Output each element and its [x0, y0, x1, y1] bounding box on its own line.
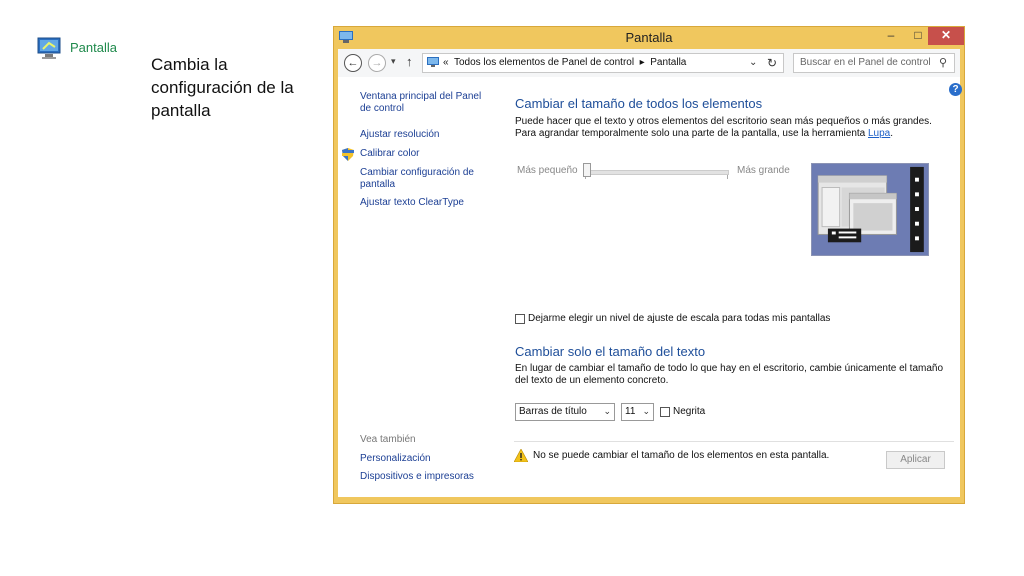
display-window	[333, 26, 965, 504]
sidebar-item-cleartype[interactable]: Ajustar texto ClearType	[360, 197, 464, 208]
search-input[interactable]	[793, 53, 955, 73]
bold-label[interactable]: Negrita	[673, 406, 706, 417]
display-label[interactable]: Pantalla	[70, 40, 117, 55]
sidebar-item-calibrate[interactable]: Calibrar color	[360, 148, 420, 159]
breadcrumb-display[interactable]: Pantalla	[650, 57, 687, 68]
section-text-title: Cambiar solo el tamaño del texto	[515, 344, 706, 359]
sidebar-item-resolution[interactable]: Ajustar resolución	[360, 129, 440, 140]
title-bar	[334, 27, 964, 49]
address-dropdown-icon[interactable]: ⌄	[749, 57, 758, 68]
warning-text: No se puede cambiar el tamaño de los elementos en esta pantalla.	[533, 450, 830, 461]
section-size-body: Puede hacer que el texto y otros elementos del escritorio sean más pequeños o más grandes. Para agrandar temporalmente solo una parte de la pantalla, use la herramienta	[515, 116, 932, 139]
forward-button[interactable]: →	[368, 54, 386, 72]
display-icon	[36, 35, 62, 61]
element-select[interactable]	[515, 403, 615, 421]
size-select-value: 11	[625, 406, 636, 417]
sidebar-item-display-settings[interactable]: Cambiar configuración de pantalla	[360, 167, 474, 190]
back-button[interactable]: ←	[344, 54, 362, 72]
section-size-text	[515, 116, 940, 140]
close-button[interactable]: ✕	[928, 27, 964, 45]
maximize-button[interactable]: □	[914, 28, 922, 42]
chevron-down-icon: ⌄	[603, 406, 611, 416]
address-bar	[338, 49, 960, 77]
search-placeholder: Buscar en el Panel de control	[800, 57, 931, 68]
slider-min-label: Más pequeño	[517, 165, 578, 176]
slider-max-label: Más grande	[737, 165, 790, 176]
section-size-period: .	[890, 128, 894, 139]
breadcrumb	[443, 57, 686, 68]
element-select-value: Barras de título	[519, 406, 587, 417]
scale-checkbox-label[interactable]: Dejarme elegir un nivel de ajuste de escala para todas mis pantallas	[528, 313, 831, 324]
chevron-down-icon: ⌄	[642, 406, 650, 416]
size-slider-track[interactable]	[585, 170, 729, 175]
bold-checkbox[interactable]	[660, 407, 670, 417]
section-size-title: Cambiar el tamaño de todos los elementos	[515, 96, 763, 111]
divider	[514, 441, 954, 442]
sidebar-item-devices[interactable]: Dispositivos e impresoras	[360, 471, 474, 482]
warning-icon	[514, 449, 528, 462]
size-slider-thumb[interactable]	[583, 163, 591, 177]
search-icon[interactable]: ⚲	[939, 57, 948, 69]
shield-icon	[342, 148, 354, 161]
see-also-title: Vea también	[360, 434, 416, 445]
display-preview-image	[811, 163, 929, 256]
slide-description: Cambia la configuración de la pantalla	[151, 55, 294, 120]
sidebar-item-personalization[interactable]: Personalización	[360, 453, 431, 464]
magnifier-link[interactable]: Lupa	[868, 128, 891, 139]
up-arrow-icon[interactable]: ↑	[406, 54, 413, 69]
refresh-icon[interactable]: ↻	[767, 56, 778, 70]
slider-tick	[727, 175, 728, 179]
breadcrumb-control-panel[interactable]: Todos los elementos de Panel de control	[453, 57, 635, 68]
breadcrumb-chevron[interactable]: «	[443, 57, 449, 68]
window-title: Pantalla	[625, 30, 673, 45]
size-select[interactable]	[621, 403, 654, 421]
help-icon[interactable]: ?	[949, 83, 962, 96]
sidebar-home-link[interactable]: Ventana principal del Panel de control	[360, 91, 482, 114]
scale-checkbox[interactable]	[515, 314, 525, 324]
control-panel-icon	[427, 57, 439, 67]
content-pane	[338, 77, 960, 497]
section-text-body: En lugar de cambiar el tamaño de todo lo que hay en el escritorio, cambie únicamente el tamaño del texto de un elemento concreto.	[515, 363, 944, 386]
minimize-button[interactable]: –	[887, 28, 895, 42]
breadcrumb-separator[interactable]: ▸	[639, 57, 645, 68]
recent-pages-icon[interactable]: ▾	[391, 56, 396, 66]
address-field[interactable]	[422, 53, 784, 73]
apply-button[interactable]: Aplicar	[886, 451, 945, 469]
